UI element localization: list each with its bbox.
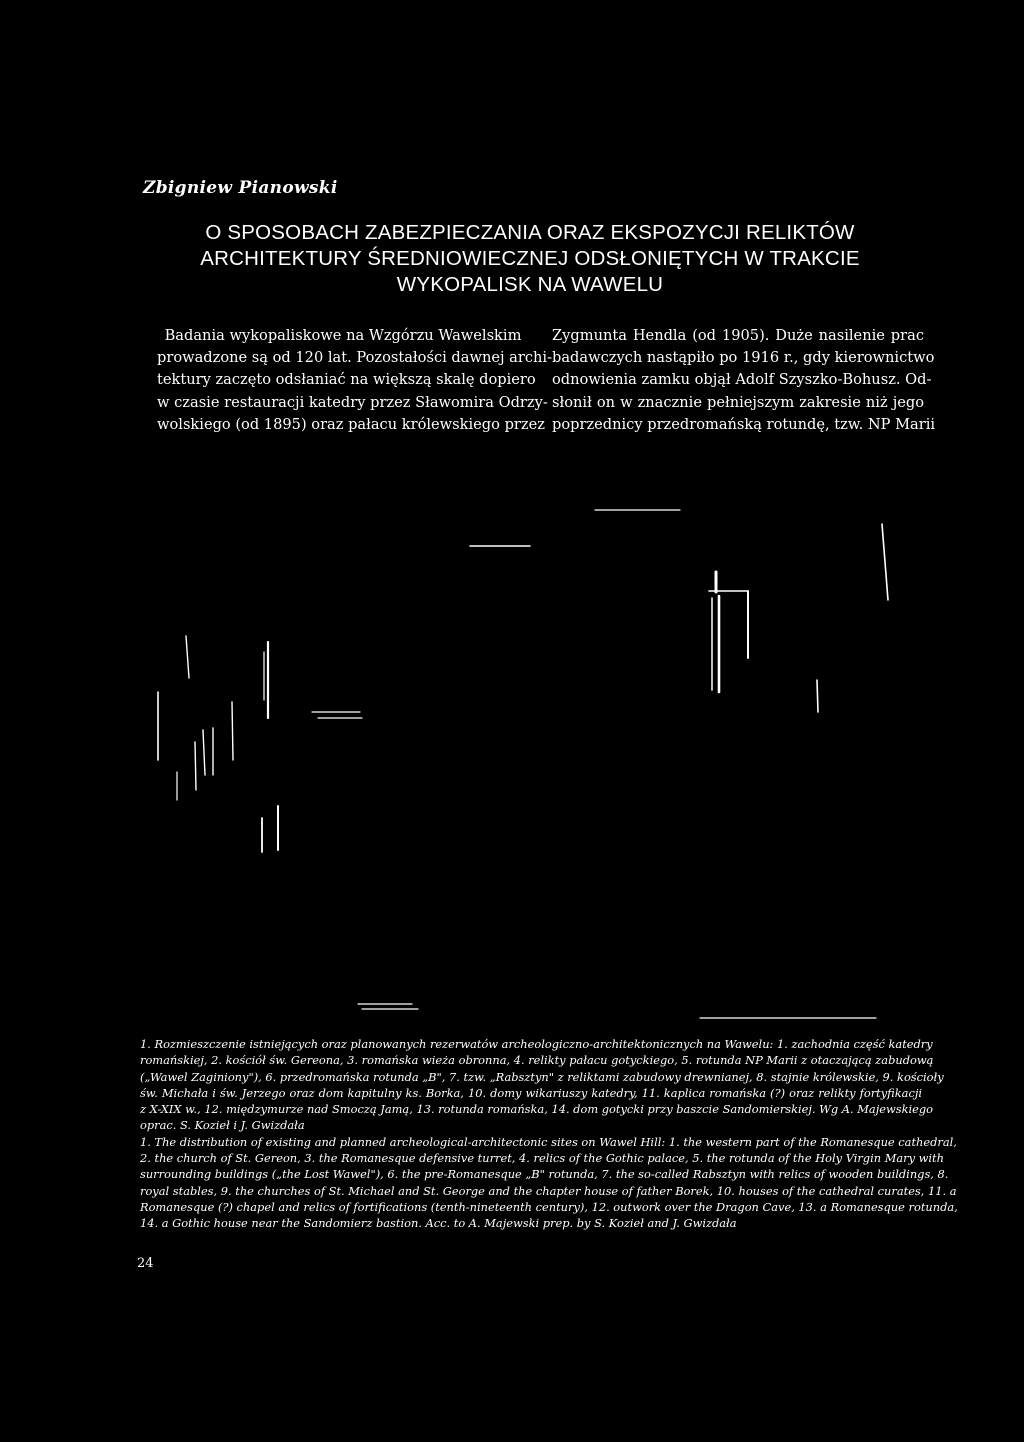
caption-line: surrounding buildings („the Lost Wawel"), 6. the pre-Romanesque „B" rotunda, 7. the so-called Rabsztyn with relics of wooden buildings, 8.: [140, 1167, 949, 1182]
body-line: wolskiego (od 1895) oraz pałacu królewskiego przez: [157, 415, 545, 433]
body-line: prowadzone są od 120 lat. Pozostałości dawnej archi-: [157, 349, 553, 367]
caption-line: 1. Rozmieszczenie istniejących oraz planowanych rezerwatów archeologiczno-architektonicznych na Wawelu: 1. zachodnia część katedry: [140, 1037, 933, 1051]
map-line: [203, 730, 205, 775]
author-name: Zbigniew Pianowski: [143, 178, 338, 198]
caption-line: royal stables, 9. the churches of St. Michael and St. George and the chapter house of father Borek, 10. houses of the cathedral curates, 11. a: [140, 1183, 957, 1198]
title-line: ARCHITEKTURY ŚREDNIOWIECZNEJ ODSŁONIĘTYCH W TRAKCIE: [200, 247, 860, 270]
caption-line: 2. the church of St. Gereon, 3. the Romanesque defensive turret, 4. relics of the Gothic palace, 5. the rotunda of the Holy Virgin Mary with: [140, 1151, 944, 1166]
figure-caption: [140, 1036, 958, 1232]
caption-line: z X-XIX w., 12. międzymurze nad Smoczą Jamą, 13. rotunda romańska, 14. dom gotycki przy baszcie Sandomierskiej. Wg A. Majewskiego: [140, 1102, 934, 1117]
caption-line: św. Michała i św. Jerzego oraz dom kapitulny ks. Borka, 10. domy wikariuszy katedry, 11. kaplica romańska (?) oraz relikty fortyfikacji: [140, 1085, 922, 1100]
body-line: badawczych nastąpiło po 1916 r., gdy kierownictwo: [552, 349, 935, 367]
caption-line: Romanesque (?) chapel and relics of fortifications (tenth-nineteenth century), 12. outwork over the Dragon Cave, 13. a Romanesque rotunda,: [140, 1199, 958, 1214]
map-line: [186, 636, 189, 678]
caption-line: oprac. S. Kozieł i J. Gwizdała: [140, 1118, 305, 1133]
body-line: w czasie restauracji katedry przez Sławomira Odrzy-: [157, 393, 548, 411]
body-line: poprzednicy przedromańską rotundę, tzw. NP Marii: [552, 415, 936, 433]
page-number: 24: [137, 1256, 154, 1271]
body-line: tektury zaczęto odsłaniać na większą skalę dopiero: [157, 371, 536, 389]
caption-line: 1. The distribution of existing and planned archeological-architectonic sites on Wawel Hill: 1. the western part of the Romanesque cathedral,: [140, 1134, 957, 1149]
body-line: słonił on w znacznie pełniejszym zakresie niż jego: [552, 393, 924, 411]
title-line: O SPOSOBACH ZABEZPIECZANIA ORAZ EKSPOZYCJI RELIKTÓW: [205, 221, 855, 244]
map-line: [882, 524, 888, 600]
body-line: Zygmunta Hendla (od 1905). Duże nasilenie prac: [552, 327, 924, 344]
map-line: [817, 680, 818, 712]
caption-line: romańskiej, 2. kościół św. Gereona, 3. romańska wieża obronna, 4. relikty pałacu gotyckiego, 5. rotunda NP Marii z otaczającą zabudową: [140, 1053, 934, 1068]
map-line: [195, 742, 196, 790]
map-line: [232, 702, 233, 760]
caption-line: 14. a Gothic house near the Sandomierz bastion. Acc. to A. Majewski prep. by S. Kozieł and J. Gwizdała: [140, 1216, 737, 1231]
caption-line: („Wawel Zaginiony"), 6. przedromańska rotunda „B", 7. tzw. „Rabsztyn" z reliktami zabudowy drewnianej, 8. stajnie królewskie, 9. kościoły: [140, 1069, 944, 1084]
title-line: WYKOPALISK NA WAWELU: [396, 273, 664, 296]
body-line: odnowienia zamku objął Adolf Szyszko-Bohusz. Od-: [552, 371, 932, 389]
body-line: Badania wykopaliskowe na Wzgórzu Wawelskim: [164, 327, 522, 344]
